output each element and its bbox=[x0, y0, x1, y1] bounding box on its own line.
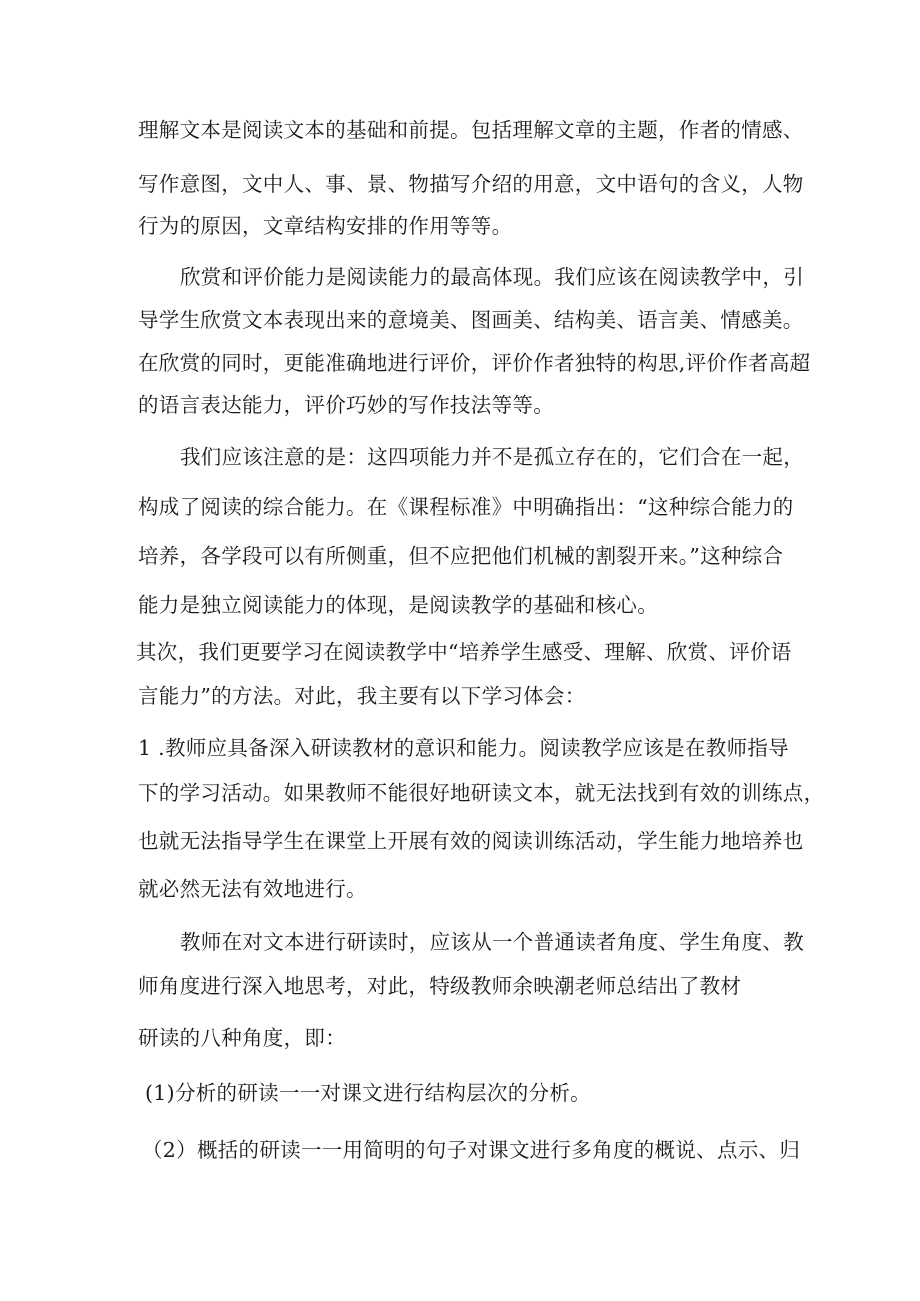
text-line-4: 欣赏和评价能力是阅读能力的最高体现。我们应该在阅读教学中，引 bbox=[180, 265, 804, 289]
text-line-8: 我们应该注意的是：这四项能力并不是孤立存在的，它们合在一起， bbox=[180, 445, 804, 469]
text-line-13: 言能力”的方法。对此，我主要有以下学习体会： bbox=[138, 684, 586, 708]
text-line-14: 1 .教师应具备深入研读教材的意识和能力。阅读教学应该是在教师指导 bbox=[138, 736, 789, 760]
text-line-20: 研读的八种角度，即： bbox=[138, 1026, 346, 1050]
text-line-6: 在欣赏的同时，更能准确地进行评价，评价作者独特的构思,评价作者高超 bbox=[138, 351, 811, 375]
text-line-5: 导学生欣赏文本表现出来的意境美、图画美、结构美、语言美、情感美。 bbox=[138, 308, 804, 332]
text-line-18: 教师在对文本进行研读时，应该从一个普通读者角度、学生角度、教 bbox=[180, 930, 804, 954]
text-line-3: 行为的原因，文章结构安排的作用等等。 bbox=[138, 214, 513, 238]
text-line-19: 师角度进行深入地思考，对此，特级教师余映潮老师总结出了教材 bbox=[138, 974, 742, 998]
text-line-11: 能力是独立阅读能力的体现，是阅读教学的基础和核心。 bbox=[138, 593, 658, 617]
text-line-10: 培养，各学段可以有所侧重，但不应把他们机械的割裂开来。”这种综合 bbox=[138, 544, 784, 568]
text-line-7: 的语言表达能力，评价巧妙的写作技法等等。 bbox=[138, 393, 554, 417]
text-line-9: 构成了阅读的综合能力。在《课程标准》中明确指出：“这种综合能力的 bbox=[138, 495, 794, 519]
text-line-1: 理解文本是阅读文本的基础和前提。包括理解文章的主题，作者的情感、 bbox=[138, 118, 804, 142]
text-line-21: (1)分析的研读一一对课文进行结构层次的分析。 bbox=[145, 1081, 591, 1105]
text-line-22: （2）概括的研读一一用简明的句子对课文进行多角度的概说、点示、归 bbox=[142, 1138, 801, 1162]
text-line-12: 其次，我们更要学习在阅读教学中“培养学生感受、理解、欣赏、评价语 bbox=[136, 640, 792, 664]
text-line-16: 也就无法指导学生在课堂上开展有效的阅读训练活动，学生能力地培养也 bbox=[138, 829, 804, 853]
text-line-17: 就必然无法有效地进行。 bbox=[138, 877, 367, 901]
text-line-15: 下的学习活动。如果教师不能很好地研读文本，就无法找到有效的训练点， bbox=[138, 781, 825, 805]
text-line-2: 写作意图，文中人、事、景、物描写介绍的用意，文中语句的含义，人物 bbox=[138, 172, 804, 196]
